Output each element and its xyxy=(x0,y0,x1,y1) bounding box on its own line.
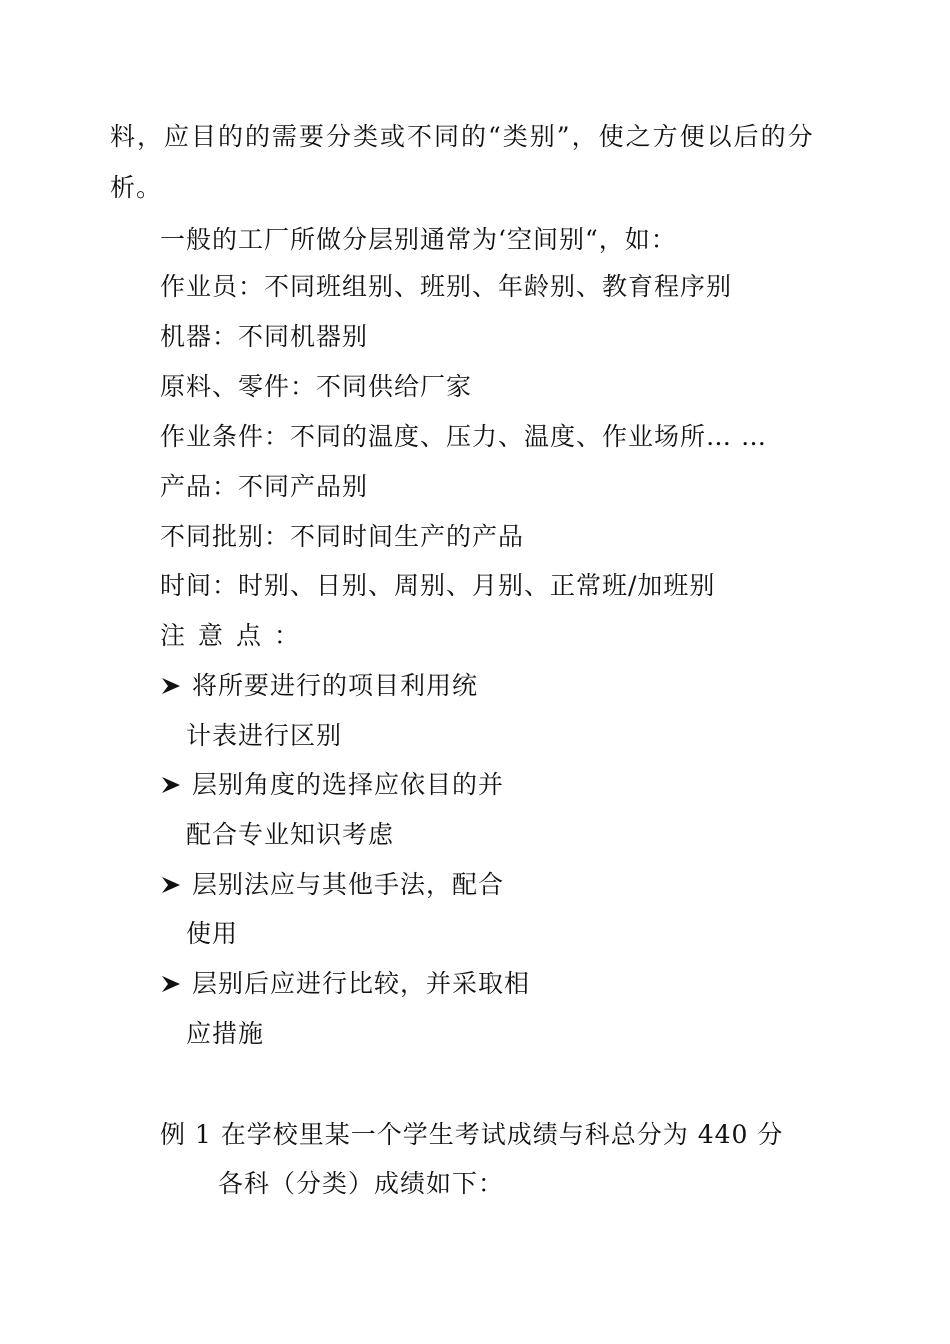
category-line-material: 原料、零件：不同供给厂家 xyxy=(160,372,473,401)
note-4-line-1: 层别后应进行比较，并采取相 xyxy=(192,969,531,998)
category-line-time: 时间：时别、日别、周别、月别、正常班/加班别 xyxy=(160,571,716,600)
note-3-line-2: 使用 xyxy=(186,919,239,948)
intro-line-2: 析。 xyxy=(110,173,163,202)
note-1-line-2: 计表进行区别 xyxy=(186,721,343,750)
note-2-line-2: 配合专业知识考虑 xyxy=(186,820,395,849)
category-line-operator: 作业员：不同班组别、班别、年龄别、教育程序别 xyxy=(160,272,733,301)
category-line-conditions: 作业条件：不同的温度、压力、温度、作业场所… … xyxy=(160,422,767,451)
category-line-product: 产品：不同产品别 xyxy=(160,472,369,501)
category-line-batch: 不同批别：不同时间生产的产品 xyxy=(160,522,525,551)
example-line-2: 各科（分类）成绩如下： xyxy=(218,1169,505,1198)
general-line: 一般的工厂所做分层别通常为‘空间别“，如： xyxy=(160,225,677,254)
arrowhead-bullet-icon xyxy=(160,671,184,701)
note-4-line-2: 应措施 xyxy=(186,1019,265,1048)
arrowhead-bullet-icon xyxy=(160,870,184,900)
category-line-machine: 机器：不同机器别 xyxy=(160,322,369,351)
note-1-line-1: 将所要进行的项目利用统 xyxy=(192,671,479,700)
note-2-line-1: 层别角度的选择应依目的并 xyxy=(192,770,505,799)
arrowhead-bullet-icon xyxy=(160,770,184,800)
intro-line-1: 料，应目的的需要分类或不同的“类别”，使之方便以后的分 xyxy=(110,122,815,151)
example-line-1: 例 1 在学校里某一个学生考试成绩与科总分为 440 分 xyxy=(160,1120,784,1149)
note-3-line-1: 层别法应与其他手法，配合 xyxy=(192,870,505,899)
arrowhead-bullet-icon xyxy=(160,969,184,999)
notes-heading: 注意点： xyxy=(160,621,313,650)
